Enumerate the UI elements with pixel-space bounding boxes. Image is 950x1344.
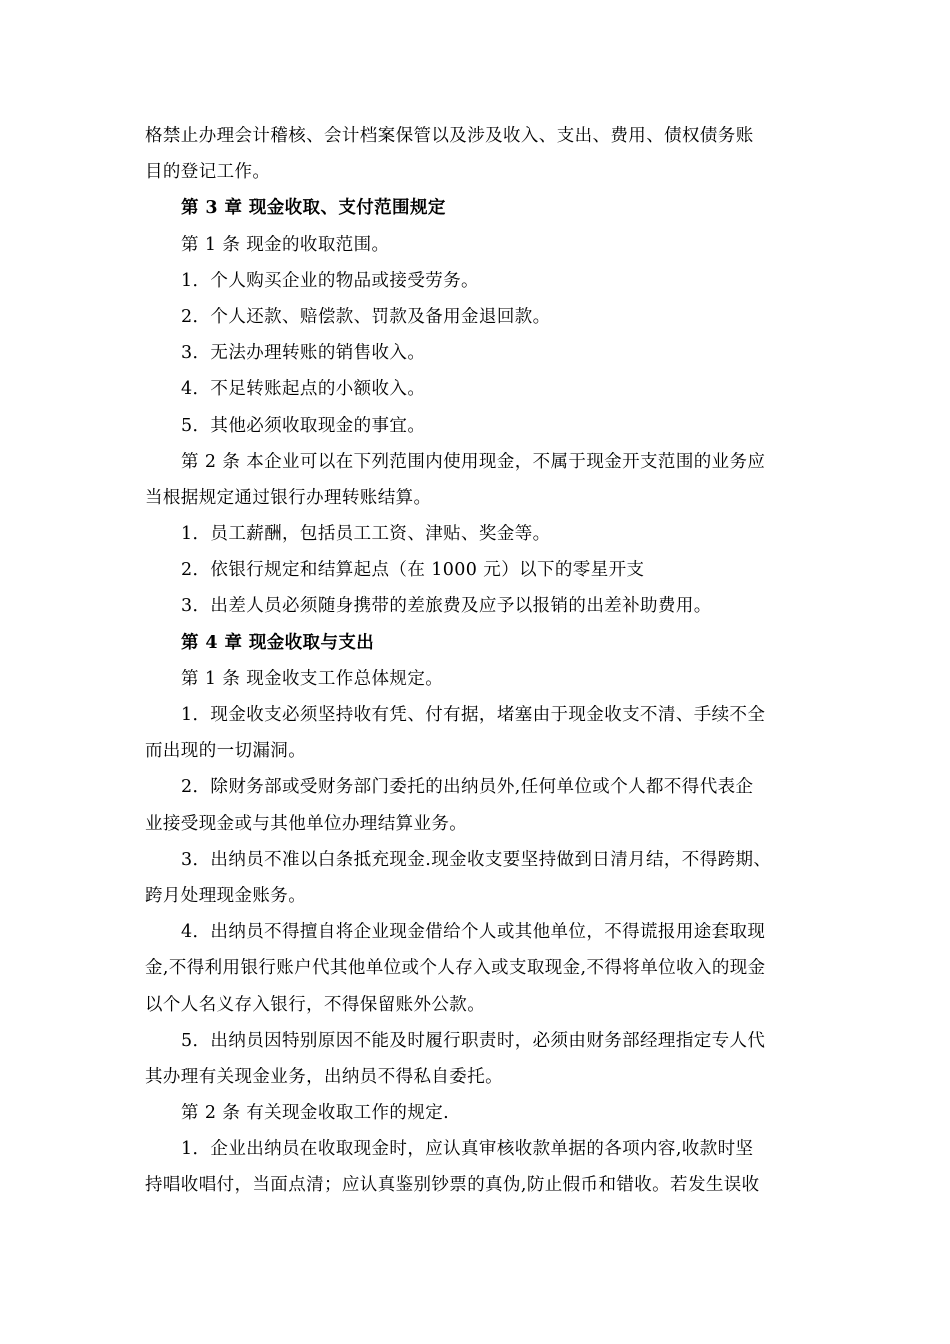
text-line: 跨月处理现金账务。 bbox=[145, 885, 307, 906]
text-line: 3．出差人员必须随身携带的差旅费及应予以报销的出差补助费用。 bbox=[181, 596, 712, 617]
text-line: 而出现的一切漏洞。 bbox=[145, 741, 307, 762]
text-line: 以个人名义存入银行，不得保留账外公款。 bbox=[145, 994, 486, 1015]
text-line: 第 1 条 现金收支工作总体规定。 bbox=[181, 668, 444, 689]
text-line: 2．个人还款、赔偿款、罚款及备用金退回款。 bbox=[181, 306, 551, 327]
text-line: 格禁止办理会计稽核、会计档案保管以及涉及收入、支出、费用、债权债务账 bbox=[145, 126, 754, 146]
text-line: 3．出纳员不准以白条抵充现金.现金收支要坚持做到日清月结，不得跨期、 bbox=[181, 849, 772, 870]
text-line: 业接受现金或与其他单位办理结算业务。 bbox=[145, 813, 468, 834]
text-line: 持唱收唱付，当面点清；应认真鉴别钞票的真伪,防止假币和错收。若发生误收 bbox=[145, 1175, 760, 1196]
text-line: 第 2 条 有关现金收取工作的规定. bbox=[181, 1103, 450, 1124]
text-line: 金,不得利用银行账户代其他单位或个人存入或支取现金,不得将单位收入的现金 bbox=[145, 958, 766, 979]
text-line: 当根据规定通过银行办理转账结算。 bbox=[145, 487, 432, 508]
text-line: 1．企业出纳员在收取现金时，应认真审核收款单据的各项内容,收款时坚 bbox=[181, 1139, 754, 1160]
text-line: 目的登记工作。 bbox=[145, 162, 271, 183]
text-line: 1．现金收支必须坚持收有凭、付有据，堵塞由于现金收支不清、手续不全 bbox=[181, 705, 766, 725]
text-line: 4．出纳员不得擅自将企业现金借给个人或其他单位，不得谎报用途套取现 bbox=[181, 922, 766, 943]
text-line: 3．无法办理转账的销售收入。 bbox=[181, 343, 426, 364]
text-line: 5．其他必须收取现金的事宜。 bbox=[181, 415, 426, 436]
text-line: 第 2 条 本企业可以在下列范围内使用现金，不属于现金开支范围的业务应 bbox=[181, 451, 766, 472]
text-line: 5．出纳员因特别原因不能及时履行职责时，必须由财务部经理指定专人代 bbox=[181, 1030, 766, 1051]
text-line: 第 1 条 现金的收取范围。 bbox=[181, 234, 390, 255]
text-line: 2．除财务部或受财务部门委托的出纳员外,任何单位或个人都不得代表企 bbox=[181, 777, 754, 798]
text-line: 其办理有关现金业务，出纳员不得私自委托。 bbox=[145, 1066, 503, 1087]
text-line: 1．员工薪酬，包括员工工资、津贴、奖金等。 bbox=[181, 524, 551, 545]
chapter-heading: 第 3 章 现金收取、支付范围规定 bbox=[181, 198, 446, 219]
chapter-heading: 第 4 章 现金收取与支出 bbox=[181, 632, 375, 653]
document-body bbox=[145, 118, 813, 1204]
text-line: 4．不足转账起点的小额收入。 bbox=[181, 379, 426, 400]
text-line: 2．依银行规定和结算起点（在 1000 元）以下的零星开支 bbox=[181, 560, 645, 581]
text-line: 1．个人购买企业的物品或接受劳务。 bbox=[181, 270, 479, 291]
